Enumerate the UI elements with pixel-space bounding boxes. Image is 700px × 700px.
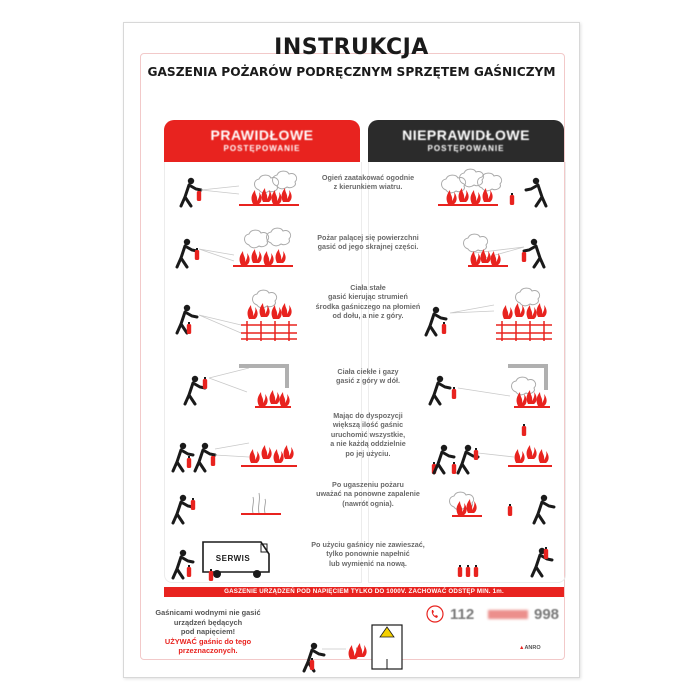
brand-mark-icon: ▲ xyxy=(519,645,525,651)
correct-column-subtitle: POSTĘPOWANIE xyxy=(223,144,301,153)
brand-text: ANRO xyxy=(524,645,541,651)
water-note-line-2: urządzeń będących xyxy=(173,617,243,627)
rule-text-2: Pożar palącej się powierzchni gasić od jego skrajnej części. xyxy=(317,233,419,252)
blurred-emergency-label xyxy=(488,610,528,619)
illus-electrical-equipment xyxy=(284,601,404,671)
sign-subtitle: GASZENIA POŻARÓW PODRĘCZNYM SPRZĘTEM GAŚNICZYM xyxy=(147,65,556,79)
illus-solids-incorrect xyxy=(424,283,559,343)
correct-column-header xyxy=(164,120,360,162)
illus-wind-incorrect xyxy=(424,168,559,213)
illus-surface-incorrect xyxy=(424,223,559,273)
rule-text-4: Ciała ciekłe i gazy gasić z góry w dół. xyxy=(336,367,400,386)
emergency-number-112: 112 xyxy=(450,606,475,623)
water-note-line-1: Gaśnicami wodnymi nie gasić xyxy=(155,608,261,617)
water-extinguisher-warning xyxy=(138,608,278,656)
correct-column-title: PRAWIDŁOWE xyxy=(210,127,314,143)
illus-wind-correct xyxy=(169,168,304,213)
incorrect-column-subtitle: POSTĘPOWANIE xyxy=(427,144,505,153)
illus-reignition-correct xyxy=(169,473,304,528)
water-note-line-3: pod napięciem! xyxy=(180,627,236,637)
illus-multiple-incorrect xyxy=(424,413,559,473)
rule-text-6: Po ugaszeniu pożaru uważać na ponowne zapalenie (nawrót ognia). xyxy=(316,480,420,508)
incorrect-column-header xyxy=(368,120,564,162)
rule-text-1: Ogień zaatakować ogodnie z kierunkiem wiatru. xyxy=(321,173,415,192)
water-note-line-5: przeznaczonych. xyxy=(178,646,238,656)
voltage-warning-bar: GASZENIE URZĄDZEŃ POD NAPIĘCIEM TYLKO DO 1000V. ZACHOWAĆ ODSTĘP MIN. 1m. xyxy=(164,587,564,597)
rule-text-3: Ciała stałe gasić kierując strumień środka gaśniczego na płomień od dołu, a nie z góry. xyxy=(315,283,421,321)
instruction-sign xyxy=(123,22,580,678)
illus-multiple-correct xyxy=(169,413,304,473)
rule-text-7: Po użyciu gaśnicy nie zawieszać, tylko ponownie napełnić lub wymienić na nową. xyxy=(311,540,425,568)
brand-logo xyxy=(519,645,541,651)
emergency-number-998: 998 xyxy=(534,606,560,623)
water-note-line-4: UŻYWAĆ gaśnic do tego xyxy=(164,636,252,646)
sign-title: INSTRUKCJA xyxy=(274,35,429,60)
rule-text-5: Mając do dyspozycji większą ilość gaśnic uruchomić wszystkie, a nie każdą oddzielnie po jej użyciu. xyxy=(330,411,406,458)
illus-solids-correct xyxy=(169,283,304,343)
illus-surface-correct xyxy=(169,223,304,273)
illus-liquids-correct xyxy=(169,348,304,408)
phone-icon xyxy=(426,605,444,623)
illus-reignition-incorrect xyxy=(424,473,559,528)
illus-service-incorrect xyxy=(424,528,559,583)
incorrect-column-title: NIEPRAWIDŁOWE xyxy=(402,127,530,143)
van-label: SERWIS xyxy=(215,554,251,563)
illus-liquids-incorrect xyxy=(424,348,559,408)
